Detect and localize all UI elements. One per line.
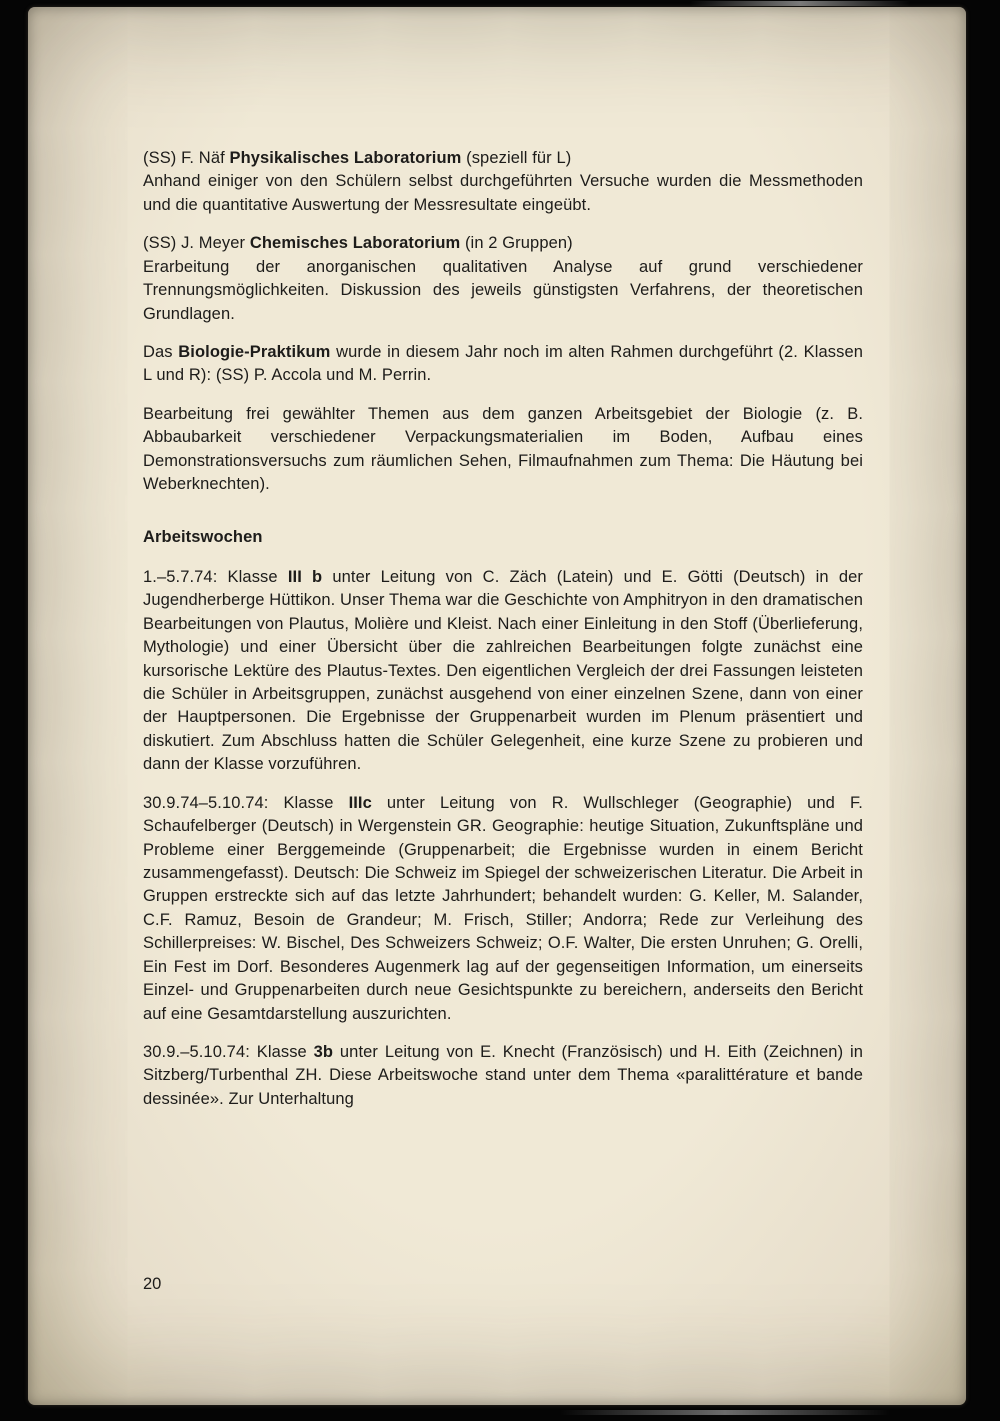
text-bold: Biologie-Praktikum bbox=[178, 342, 331, 361]
text-run: Bearbeitung frei gewählter Themen aus dem ganzen Arbeitsgebiet der Biologie (z. B. Abbaubarkeit verschiedener Verpackungsmaterialien im Boden, Aufbau eines Demonstrationsversuchs zum räumlichen Sehen, Filmaufnahmen zum Thema: Die Häutung bei Weberknechten). bbox=[143, 404, 863, 494]
text-run: (SS) F. Näf bbox=[143, 149, 230, 167]
scanned-page bbox=[28, 7, 966, 1405]
text-bold: Physikalisches Laboratorium bbox=[229, 149, 462, 167]
paragraph bbox=[143, 341, 863, 388]
text-run: unter Leitung von E. Knecht (Französisch) und H. Eith (Zeichnen) in Sitzberg/Turbenthal ZH. Diese Arbeitswoche stand unter dem Thema «paralittérature et bande dessinée». Zur Unterhaltung bbox=[143, 1042, 863, 1108]
text-run: (speziell für L) bbox=[461, 149, 572, 167]
text-run: 1.–5.7.74: Klasse bbox=[143, 567, 288, 586]
text-run: (SS) J. Meyer bbox=[143, 234, 250, 253]
paragraph bbox=[143, 566, 863, 777]
paragraph bbox=[143, 1041, 863, 1111]
text-run: unter Leitung von R. Wullschleger (Geographie) und F. Schaufelberger (Deutsch) in Wergenstein GR. Geographie: heutige Situation, Zukunftspläne und Probleme einer Berggemeinde (Gruppenarbeit; die Ergebnisse wurden in einem Bericht zusammengefasst). Deutsch: Die Schweiz im Spiegel der schweizerischen Literatur. Die Arbeit in Gruppen erstreckte sich auf das letzte Jahrhundert; behandelt wurden: G. Keller, M. Salander, C.F. Ramuz, Besoin de Grandeur; M. Frisch, Stiller; Andorra; Rede zur Verleihung des Schillerpreises: W. Bischel, Des Schweizers Schweiz; O.F. Walter, Die ersten Unruhen; G. Orelli, Ein Fest im Dorf. Besonderes Augenmerk lag auf der gegenseitigen Information, um einerseits Einzel- und Gruppenarbeiten durch neue Gesichtspunkte zu bereichern, anderseits den Bericht auf eine Gesamtdarstellung auszurichten. bbox=[143, 793, 863, 1023]
text-run: 30.9.–5.10.74: Klasse bbox=[143, 1042, 314, 1061]
document-text bbox=[143, 147, 863, 1126]
paragraph bbox=[143, 403, 863, 497]
text-bold: Chemisches Laboratorium bbox=[249, 234, 461, 253]
paragraph bbox=[143, 147, 863, 217]
text-run: 30.9.74–5.10.74: Klasse bbox=[143, 793, 349, 812]
text-run: unter Leitung von C. Zäch (Latein) und E. Götti (Deutsch) in der Jugendherberge Hüttikon. Unser Thema war die Geschichte von Amphitryon in den dramatischen Bearbeitungen von Plautus, Molière und Kleist. Nach einer Einleitung in den Stoff (Überlieferung, Mythologie) und einer Übersicht über die zahlreichen Bearbeitungen folgte zunächst eine kursorische Lektüre des Plautus-Textes. Den eigentlichen Vergleich der drei Fassungen leisteten die Schüler in Arbeitsgruppen, zunächst ausgehend von einer einzelnen Szene, dann von einer der Hauptpersonen. Die Ergebnisse der Gruppenarbeit wurden im Plenum präsentiert und diskutiert. Zum Abschluss hatten die Schüler Gelegenheit, eine kurze Szene zu probieren und dann der Klasse vorzuführen. bbox=[143, 567, 863, 774]
text-run: Arbeitswochen bbox=[143, 528, 263, 547]
paragraph bbox=[143, 792, 863, 1026]
text-bold: IIIc bbox=[348, 793, 372, 812]
scan-artifact bbox=[560, 1410, 890, 1415]
text-bold: 3b bbox=[313, 1042, 334, 1061]
text-run: Erarbeitung der anorganischen qualitativen Analyse auf grund verschiedener Trennungsmöglichkeiten. Diskussion des jeweils günstigsten Verfahrens, der theoretischen Grundlagen. bbox=[143, 257, 863, 323]
text-run: (in 2 Gruppen) bbox=[460, 234, 573, 253]
scan-artifact bbox=[690, 1, 910, 6]
text-run: Das bbox=[143, 342, 179, 361]
section-heading bbox=[143, 526, 863, 549]
text-run: wurde in diesem Jahr noch im alten Rahmen durchgeführt (2. Klassen L und R): (SS) P. Accola und M. Perrin. bbox=[143, 342, 863, 385]
text-bold: III b bbox=[287, 567, 323, 586]
page-number: 20 bbox=[143, 1275, 162, 1293]
text-run: Anhand einiger von den Schülern selbst durchgeführten Versuche wurden die Messmethoden und die quantitative Auswertung der Messresultate eingeübt. bbox=[143, 172, 863, 214]
paragraph bbox=[143, 232, 863, 326]
